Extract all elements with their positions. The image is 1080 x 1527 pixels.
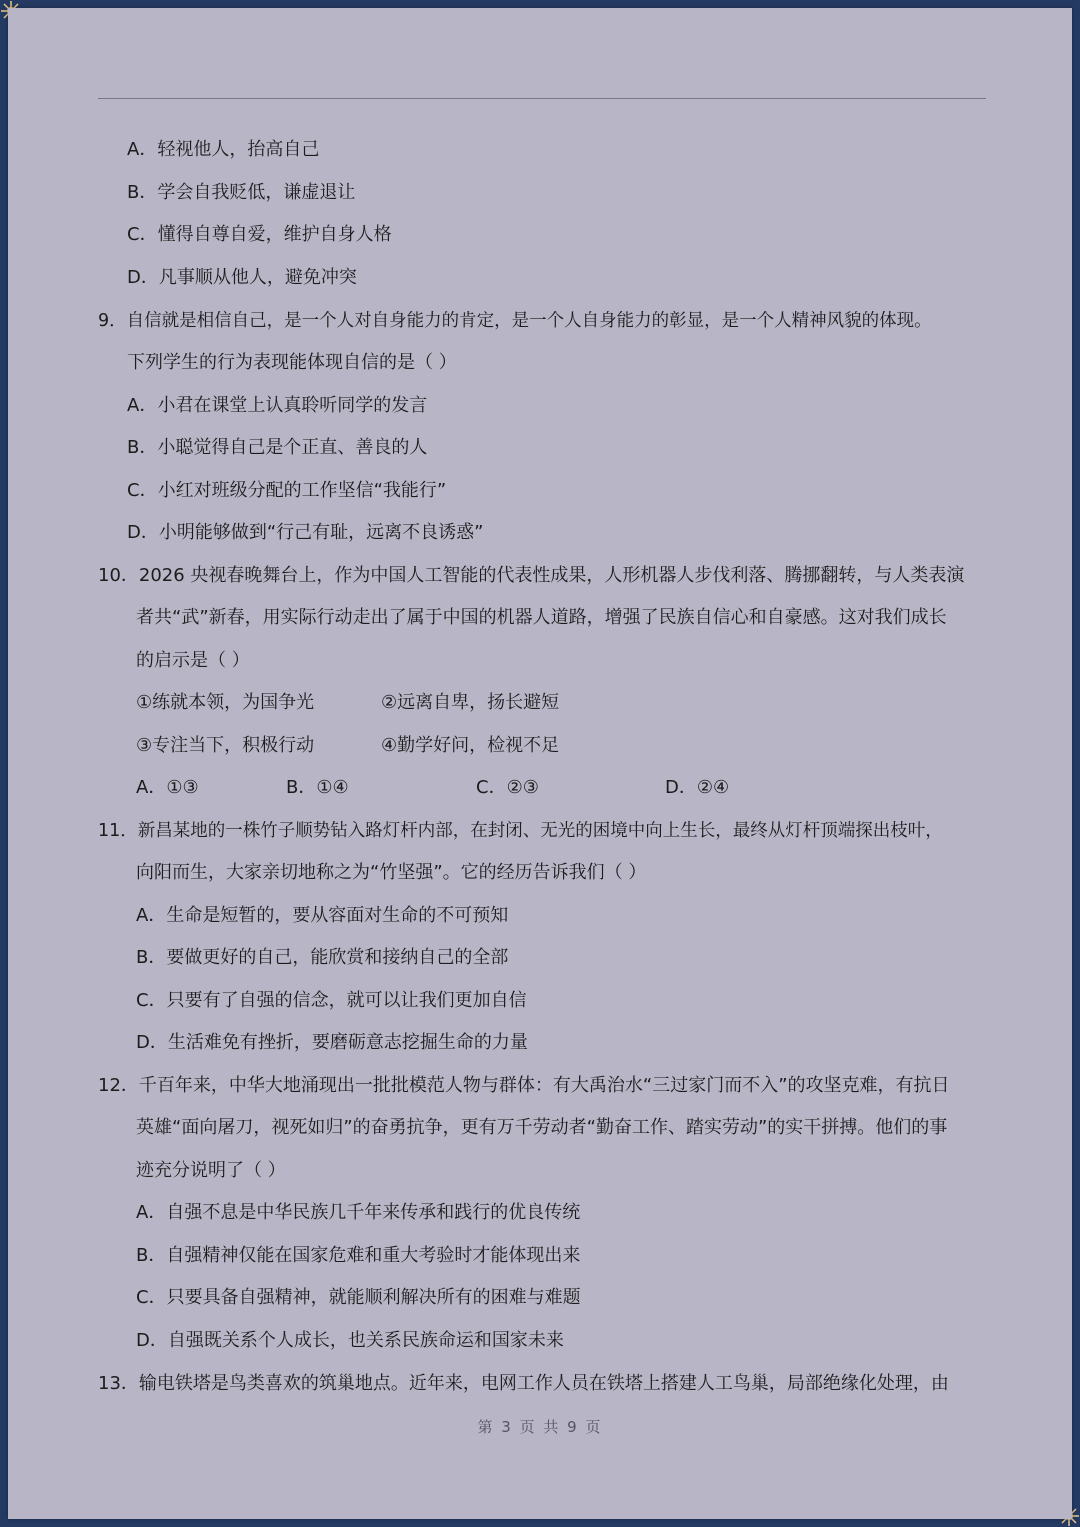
q11-option-d: D．生活难免有挫折，要磨砺意志挖掘生命的力量 [136, 1032, 528, 1053]
q10-statement-2: ②远离自卑，扬长避短 [381, 692, 560, 713]
page-number-footer: 第 3 页 共 9 页 [477, 1418, 603, 1436]
q10-statement-1: ①练就本领，为国争光 [136, 692, 315, 713]
q12-option-d: D．自强既关系个人成长，也关系民族命运和国家未来 [136, 1330, 564, 1351]
q12-option-b: B．自强精神仅能在国家危难和重大考验时才能体现出来 [136, 1245, 581, 1266]
q10-statements-row1 [136, 691, 656, 715]
q11-option-c: C．只要有了自强的信念，就可以让我们更加自信 [136, 990, 527, 1011]
q12-stem-line1: 12．千百年来，中华大地涌现出一批批模范人物与群体：有大禹治水“三过家门而不入”的攻坚克难，有抗日 [98, 1075, 950, 1096]
q10-statements-row2 [136, 734, 656, 758]
header-rule [98, 98, 986, 99]
q8-option-c: C．懂得自尊自爱，维护自身人格 [127, 224, 392, 245]
q10-stem-line2: 者共“武”新春，用实际行动走出了属于中国的机器人道路，增强了民族自信心和自豪感。这对我们成长 [136, 607, 947, 628]
q10-options [136, 776, 836, 800]
q8-option-a: A．轻视他人，抬高自己 [127, 139, 320, 160]
q12-stem-line2: 英雄“面向屠刀，视死如归”的奋勇抗争，更有万千劳动者“勤奋工作、踏实劳动”的实干拼搏。他们的事 [136, 1117, 948, 1138]
q10-statement-3: ③专注当下，积极行动 [136, 735, 315, 756]
q8-option-d: D．凡事顺从他人，避免冲突 [127, 267, 357, 288]
q10-statement-4: ④勤学好问，检视不足 [381, 735, 560, 756]
q10-option-a: A．①③ [136, 777, 199, 798]
q9-option-a: A．小君在课堂上认真聆听同学的发言 [127, 395, 428, 416]
q10-option-d: D．②④ [665, 777, 730, 798]
q11-option-a: A．生命是短暂的，要从容面对生命的不可预知 [136, 905, 509, 926]
q9-option-b: B．小聪觉得自己是个正直、善良的人 [127, 437, 428, 458]
q10-stem-line1: 10．2026 央视春晚舞台上，作为中国人工智能的代表性成果，人形机器人步伐利落、腾挪翻转，与人类表演 [98, 565, 965, 586]
q11-stem-line1: 11．新昌某地的一株竹子顺势钻入路灯杆内部，在封闭、无光的困境中向上生长，最终从灯杆顶端探出枝叶， [98, 821, 943, 841]
q12-option-c: C．只要具备自强精神，就能顺利解决所有的困难与难题 [136, 1287, 581, 1308]
q10-option-b: B．①④ [286, 777, 349, 798]
q11-option-b: B．要做更好的自己，能欣赏和接纳自己的全部 [136, 947, 509, 968]
q9-option-c: C．小红对班级分配的工作坚信“我能行” [127, 480, 447, 501]
q10-stem-line3: 的启示是（ ） [136, 650, 250, 671]
q10-option-c: C．②③ [476, 777, 539, 798]
q8-option-b: B．学会自我贬低，谦虚退让 [127, 182, 356, 203]
q11-stem-line2: 向阳而生，大家亲切地称之为“竹坚强”。它的经历告诉我们（ ） [136, 862, 647, 883]
q12-option-a: A．自强不息是中华民族几千年来传承和践行的优良传统 [136, 1202, 581, 1223]
q9-stem-line1: 9．自信就是相信自己，是一个人对自身能力的肯定，是一个人自身能力的彰显，是一个人精神风貌的体现。 [98, 311, 932, 331]
document-page [8, 8, 1072, 1519]
q9-option-d: D．小明能够做到“行己有耻，远离不良诱惑” [127, 522, 484, 543]
q13-stem-line1: 13．输电铁塔是鸟类喜欢的筑巢地点。近年来，电网工作人员在铁塔上搭建人工鸟巢，局部绝缘化处理，由 [98, 1373, 949, 1394]
q12-stem-line3: 迹充分说明了（ ） [136, 1160, 286, 1181]
q9-stem-line2: 下列学生的行为表现能体现自信的是（ ） [127, 352, 457, 373]
